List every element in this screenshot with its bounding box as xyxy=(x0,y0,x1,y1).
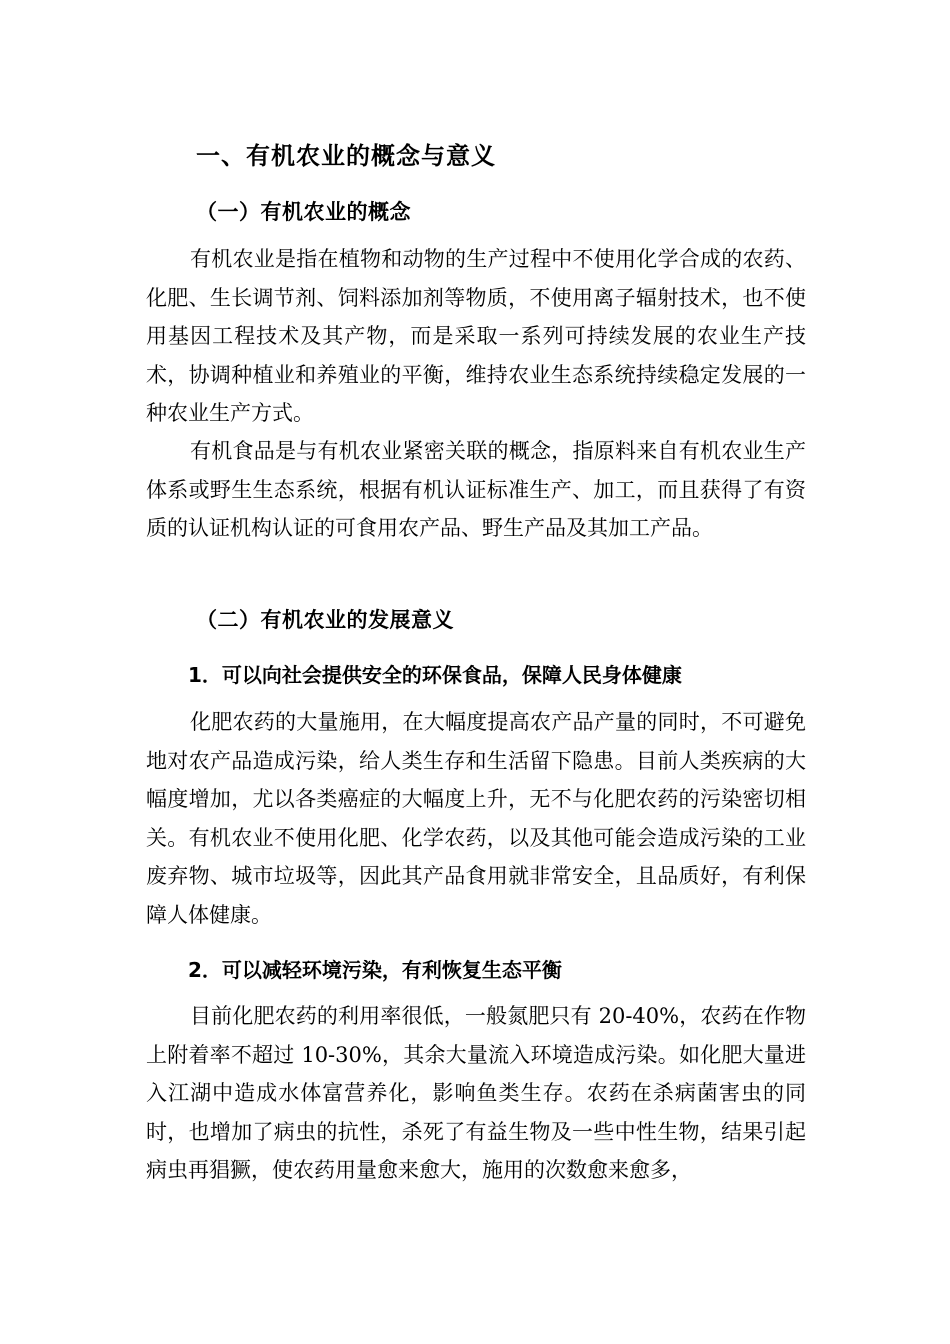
subsection-heading-safe-food: 1．可以向社会提供安全的环保食品，保障人民身体健康 xyxy=(188,663,682,687)
section-heading-significance: （二）有机农业的发展意义 xyxy=(196,608,454,632)
chapter-heading: 一、有机农业的概念与意义 xyxy=(196,142,496,170)
subsection-heading-environment: 2．可以减轻环境污染，有利恢复生态平衡 xyxy=(188,958,562,982)
paragraph-environment: 目前化肥农药的利用率很低，一般氮肥只有 20-40%，农药在作物上附着率不超过 10-30%，其余大量流入环境造成污染。如化肥大量进入江湖中造成水体富营养化，影响鱼类生存。农药在杀病菌害虫的同时，也增加了病虫的抗性，杀死了有益生物及一些中性生物，结果引起病虫再猖獗，使农药用量愈来愈大，施用的次数愈来愈多， xyxy=(146,1004,806,1182)
paragraph-safe-food: 化肥农药的大量施用，在大幅度提高农产品产量的同时，不可避免地对农产品造成污染，给人类生存和生活留下隐患。目前人类疾病的大幅度增加，尤以各类癌症的大幅度上升，无不与化肥农药的污染密切相关。有机农业不使用化肥、化学农药，以及其他可能会造成污染的工业废弃物、城市垃圾等，因此其产品食用就非常安全，且品质好，有利保障人体健康。 xyxy=(146,710,806,927)
paragraph-organic-food-definition: 有机食品是与有机农业紧密关联的概念，指原料来自有机农业生产体系或野生生态系统，根据有机认证标准生产、加工，而且获得了有资质的认证机构认证的可食用农产品、野生产品及其加工产品。 xyxy=(146,439,806,540)
section-heading-concept: （一）有机农业的概念 xyxy=(196,200,411,224)
paragraph-organic-agriculture-definition: 有机农业是指在植物和动物的生产过程中不使用化学合成的农药、化肥、生长调节剂、饲料添加剂等物质，不使用离子辐射技术，也不使用基因工程技术及其产物，而是采取一系列可持续发展的农业生产技术，协调种植业和养殖业的平衡，维持农业生态系统持续稳定发展的一种农业生产方式。 xyxy=(146,247,806,425)
